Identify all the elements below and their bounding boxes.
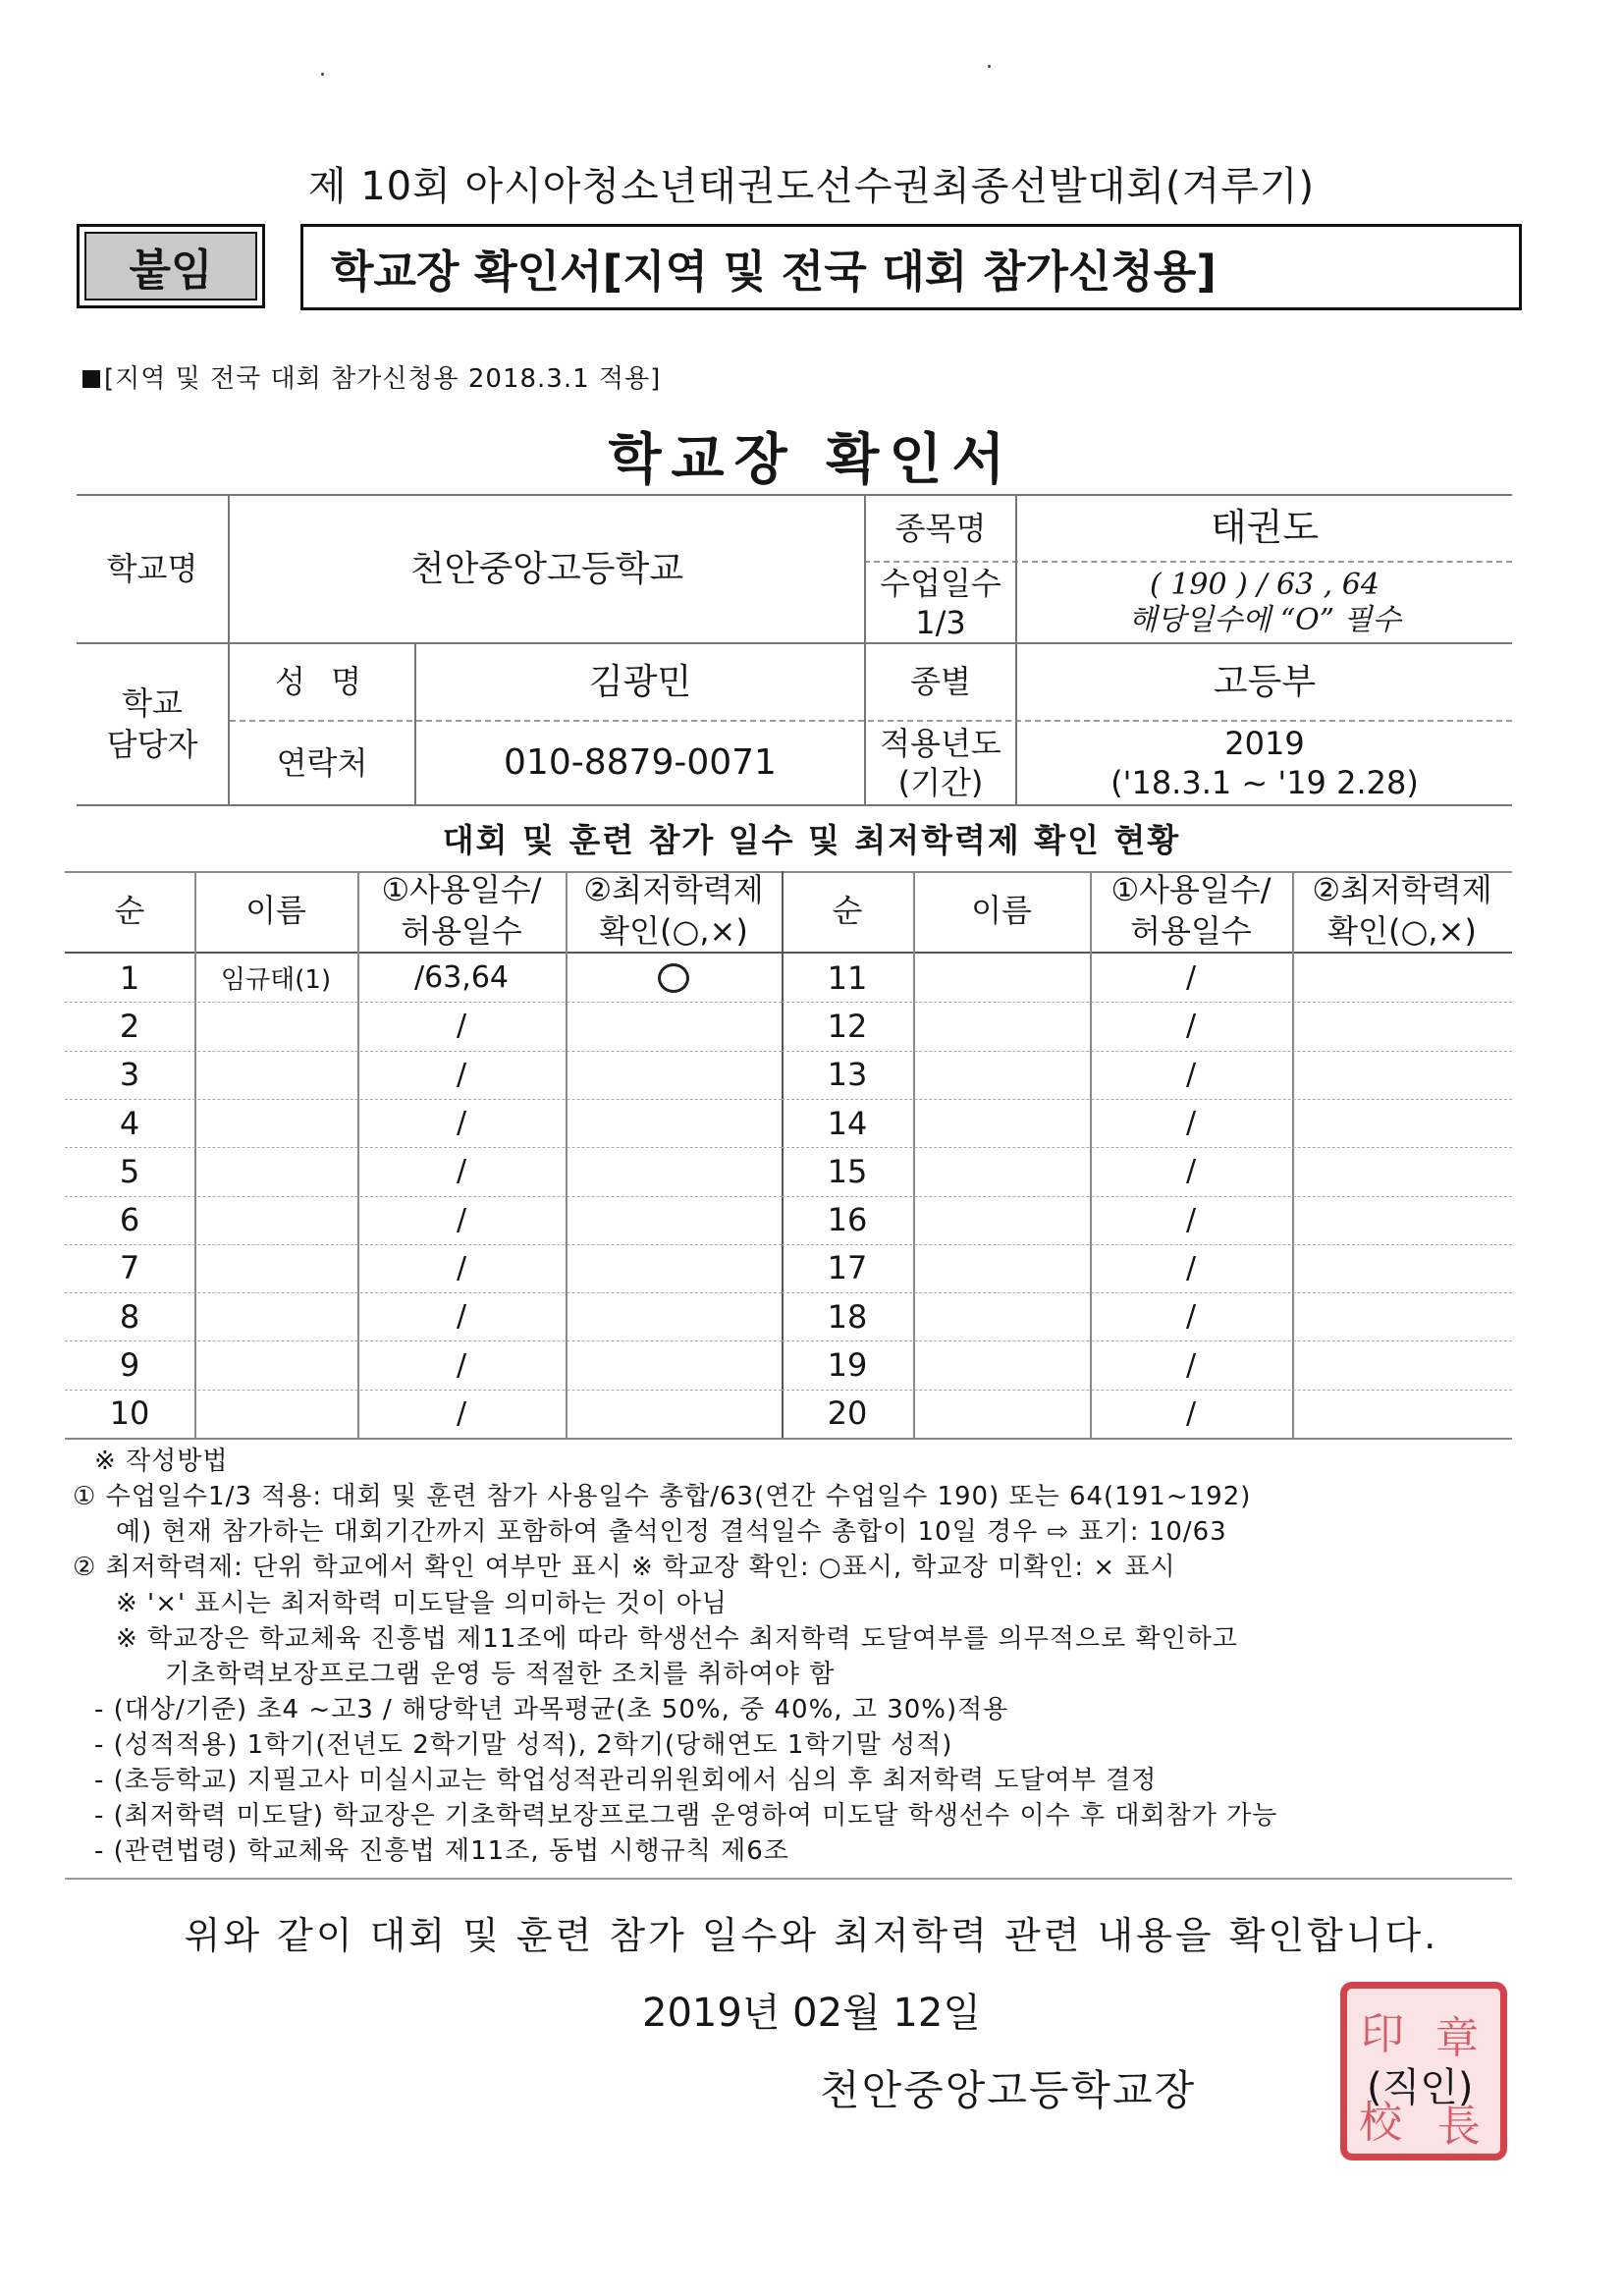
- minimum-grade-check-cell: [566, 1051, 782, 1099]
- scan-speck: [321, 73, 324, 76]
- minimum-grade-check-cell: [1292, 1051, 1512, 1099]
- name-value: 김광민: [588, 661, 692, 702]
- participant-no: 2: [119, 1007, 140, 1045]
- participant-name: [913, 1292, 1090, 1340]
- document-title: 학교장 확인서[지역 및 전국 대회 참가신청용]: [300, 224, 1522, 310]
- school-label: 학교명: [106, 550, 198, 588]
- minimum-grade-check-cell: [1292, 1244, 1512, 1292]
- minimum-grade-check-cell: [566, 1196, 782, 1244]
- note-line: - (최저학력 미도달) 학교장은 기초학력보장프로그램 운영하여 미도달 학생선수 이수 후 대회참가 가능: [94, 1801, 1278, 1831]
- minimum-grade-check-cell: [1292, 954, 1512, 1002]
- participant-days: /: [1185, 1395, 1197, 1431]
- participant-name: [194, 1390, 357, 1438]
- participant-no: 11: [827, 958, 868, 997]
- participant-name: [194, 1340, 357, 1389]
- main-title: 학교장 확인서: [608, 428, 1015, 492]
- class-days-label: 수업일수: [880, 564, 1001, 602]
- participant-name: [194, 1051, 357, 1099]
- participant-no: 4: [119, 1104, 140, 1142]
- minimum-grade-check-cell: [1292, 1390, 1512, 1438]
- year-label: 적용년도 (기간): [880, 725, 1001, 801]
- participant-name: [194, 1147, 357, 1195]
- participant-no: 20: [827, 1394, 868, 1433]
- class-days-value: ( 190 ) / 63 , 64: [1150, 567, 1380, 602]
- participant-name: [913, 1051, 1090, 1099]
- participant-days: /: [1185, 1154, 1197, 1189]
- participant-name: [913, 1147, 1090, 1195]
- participant-name: [194, 1196, 357, 1244]
- attachment-label: 붙임: [84, 232, 257, 301]
- participant-days: /: [456, 1057, 467, 1092]
- contact-value: 010-8879-0071: [504, 742, 777, 784]
- class-days-value-group: [1017, 563, 1512, 642]
- check-circle-icon: [658, 963, 689, 993]
- participant-days: /: [456, 1347, 467, 1383]
- square-bullet-icon: [82, 370, 100, 388]
- participant-name: [194, 1002, 357, 1050]
- sport-label: 종목명: [894, 509, 987, 547]
- note-line: - (대상/기준) 초4 ~고3 / 해당학년 과목평균(초 50%, 중 40%, 고 30%)적용: [94, 1695, 1009, 1724]
- contact-label: 연락처: [276, 743, 368, 782]
- apply-note: [82, 358, 661, 395]
- participant-no: 14: [827, 1104, 868, 1142]
- minimum-grade-check-cell: [566, 1390, 782, 1438]
- participant-days: /: [456, 1202, 467, 1237]
- participant-days: /: [1185, 1250, 1197, 1285]
- minimum-grade-check-cell: [1292, 1340, 1512, 1389]
- note-line: ② 최저학력제: 단위 학교에서 확인 여부만 표시 ※ 학교장 확인: ○표시, 학교장 미확인: × 표시: [73, 1553, 1176, 1582]
- division-value: 고등부: [1213, 661, 1317, 702]
- note-line: ① 수업일수1/3 적용: 대회 및 훈련 참가 사용일수 총합/63(연간 수업일수 190) 또는 64(191~192): [73, 1482, 1252, 1511]
- minimum-grade-check-cell: [1292, 1002, 1512, 1050]
- participant-no: 19: [827, 1346, 868, 1385]
- minimum-grade-check-cell: [566, 954, 782, 1002]
- participant-days: /: [456, 1154, 467, 1189]
- minimum-grade-check-cell: [1292, 1292, 1512, 1340]
- event-title: 제 10회 아시아청소년태권도선수권최종선발대회(겨루기): [307, 164, 1316, 209]
- participant-no: 8: [119, 1297, 140, 1336]
- note-line: - (성적적용) 1학기(전년도 2학기말 성적), 2학기(당해연도 1학기말 성적): [94, 1730, 953, 1760]
- participant-name: [913, 1099, 1090, 1147]
- participant-days: /: [456, 1009, 467, 1044]
- participant-name: [913, 1196, 1090, 1244]
- class-days-label-group: [866, 563, 1015, 642]
- participant-days: /: [1185, 1202, 1197, 1237]
- participant-no: 16: [827, 1201, 868, 1239]
- column-header-name: 이름: [245, 892, 306, 930]
- column-header-check: ②최저학력제 확인(○,×): [583, 871, 764, 950]
- participant-days: /: [1185, 1057, 1197, 1092]
- apply-note-text: [지역 및 전국 대회 참가신청용 2018.3.1 적용]: [104, 364, 662, 394]
- column-header-name: 이름: [971, 892, 1032, 930]
- column-header-check: ②최저학력제 확인(○,×): [1312, 871, 1492, 950]
- participant-days: /: [456, 1395, 467, 1431]
- sport-value: 태권도: [1210, 506, 1320, 550]
- minimum-grade-check-cell: [566, 1292, 782, 1340]
- participant-days: /: [1185, 1347, 1197, 1383]
- minimum-grade-check-cell: [1292, 1196, 1512, 1244]
- minimum-grade-check-cell: [566, 1147, 782, 1195]
- participant-days: /: [456, 1250, 467, 1285]
- participant-name: [913, 1340, 1090, 1389]
- division-label: 종별: [910, 663, 971, 701]
- name-label: 성 명: [275, 663, 369, 701]
- note-line: - (관련법령) 학교체육 진흥법 제11조, 동법 시행규칙 제6조: [94, 1836, 789, 1866]
- column-header-days: ①사용일수/ 허용일수: [381, 871, 542, 950]
- participant-name: [913, 1244, 1090, 1292]
- school-name: 천안중앙고등학교: [409, 548, 684, 589]
- note-line: 예) 현재 참가하는 대회기간까지 포함하여 출석인정 결석일수 총합이 10일 경우 ⇨ 표기: 10/63: [116, 1517, 1227, 1547]
- minimum-grade-check-cell: [1292, 1147, 1512, 1195]
- minimum-grade-check-cell: [1292, 1099, 1512, 1147]
- note-line: ※ 작성방법: [94, 1447, 229, 1476]
- participants-heading: 대회 및 훈련 참가 일수 및 최저학력제 확인 현황: [442, 821, 1181, 859]
- note-line: - (초등학교) 지필고사 미실시교는 학업성적관리위원회에서 심의 후 최저학력 도달여부 결정: [94, 1766, 1158, 1795]
- year-value: 2019: [1224, 725, 1305, 762]
- participant-days: /: [1185, 1106, 1197, 1141]
- attachment-box: [77, 224, 265, 308]
- official-seal-icon: 印 章 校 長: [1340, 1982, 1507, 2160]
- participant-days: /: [1185, 960, 1197, 996]
- participant-name: 임규태(1): [220, 965, 332, 996]
- participant-name: [194, 1244, 357, 1292]
- note-line: 기초학력보장프로그램 운영 등 적절한 조치를 취하여야 함: [165, 1660, 836, 1689]
- participant-name: [913, 1390, 1090, 1438]
- participant-name: [194, 1099, 357, 1147]
- table-rule: [77, 804, 1512, 806]
- participant-no: 5: [119, 1152, 140, 1190]
- participant-name: [913, 1002, 1090, 1050]
- class-days-note: 해당일수에 “O” 필수: [1128, 602, 1401, 637]
- column-header-no: 순: [832, 892, 863, 930]
- column-header-no: 순: [114, 892, 145, 930]
- issue-date: 2019년 02월 12일: [642, 1991, 981, 2036]
- participant-no: 17: [827, 1249, 868, 1287]
- scan-speck: [988, 65, 991, 68]
- participant-no: 9: [119, 1346, 140, 1385]
- class-days-fraction: 1/3: [915, 603, 966, 641]
- participant-days: /63,64: [414, 960, 509, 996]
- table-rule: [65, 1878, 1512, 1880]
- participant-days: /: [1185, 1009, 1197, 1044]
- participant-name: [194, 1292, 357, 1340]
- minimum-grade-check-cell: [566, 1340, 782, 1389]
- participant-no: 6: [119, 1201, 140, 1239]
- minimum-grade-check-cell: [566, 1244, 782, 1292]
- note-line: ※ '×' 표시는 최저학력 미도달을 의미하는 것이 아님: [116, 1589, 728, 1618]
- table-rule: [65, 1438, 1512, 1440]
- participant-no: 7: [119, 1249, 140, 1287]
- participant-no: 13: [827, 1056, 868, 1094]
- participant-no: 3: [119, 1056, 140, 1094]
- note-line: ※ 학교장은 학교체육 진흥법 제11조에 따라 학생선수 최저학력 도달여부를 의무적으로 확인하고: [116, 1624, 1238, 1654]
- participant-days: /: [1185, 1299, 1197, 1335]
- participant-no: 12: [827, 1007, 868, 1045]
- participant-days: /: [456, 1106, 467, 1141]
- participant-no: 15: [827, 1152, 868, 1190]
- period-value: ('18.3.1 ~ '19 2.28): [1110, 764, 1419, 801]
- principal-name: 천안중앙고등학교장: [820, 2066, 1197, 2114]
- participant-no: 10: [109, 1394, 150, 1433]
- participant-no: 1: [119, 958, 140, 997]
- participant-name: [913, 954, 1090, 1002]
- seal-label: (직인): [1367, 2065, 1474, 2110]
- minimum-grade-check-cell: [566, 1002, 782, 1050]
- participant-no: 18: [827, 1297, 868, 1336]
- year-value-group: [1017, 722, 1512, 804]
- participant-days: /: [456, 1299, 467, 1335]
- confirmation-text: 위와 같이 대회 및 훈련 참가 일수와 최저학력 관련 내용을 확인합니다.: [184, 1914, 1439, 1957]
- minimum-grade-check-cell: [566, 1099, 782, 1147]
- staff-label: 학교 담당자: [106, 683, 198, 763]
- column-header-days: ①사용일수/ 허용일수: [1110, 871, 1271, 950]
